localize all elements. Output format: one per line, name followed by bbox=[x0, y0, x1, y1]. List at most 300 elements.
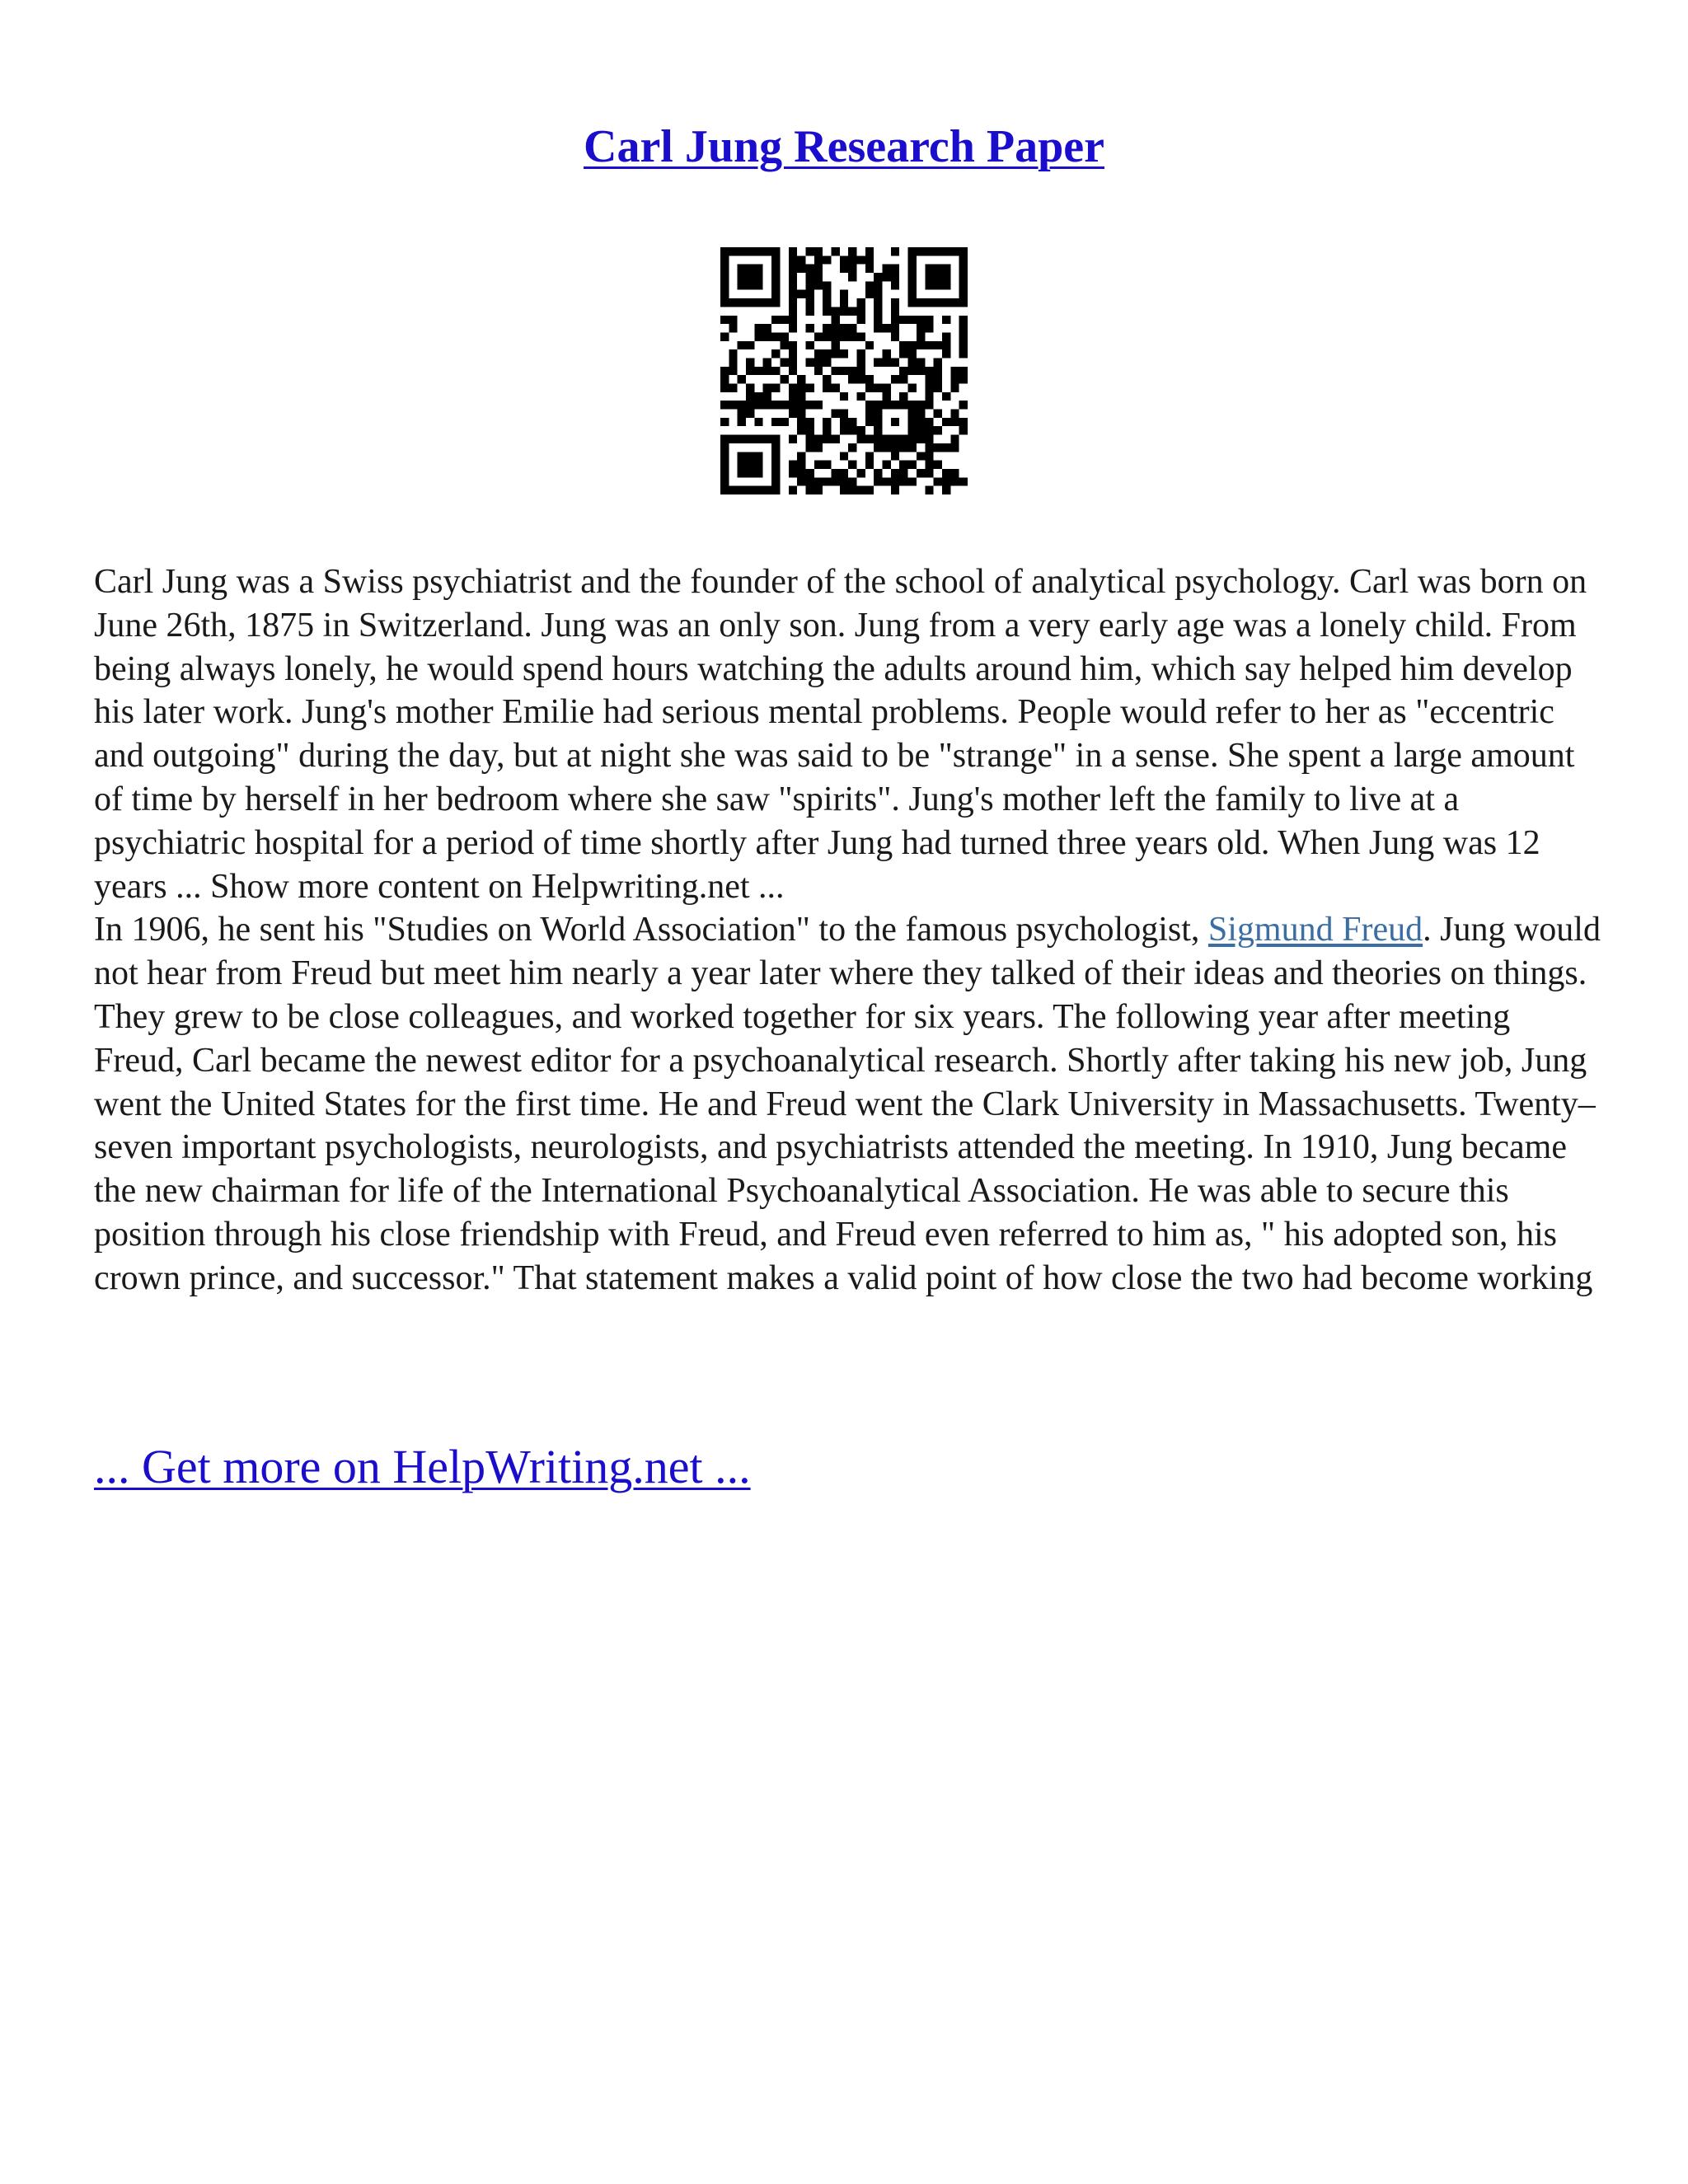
qr-module bbox=[720, 443, 729, 452]
qr-module bbox=[797, 461, 805, 469]
qr-module bbox=[959, 426, 968, 434]
qr-module bbox=[934, 281, 942, 289]
qr-module bbox=[908, 443, 917, 452]
qr-module bbox=[720, 477, 729, 485]
qr-module bbox=[942, 281, 950, 289]
qr-module bbox=[771, 469, 780, 477]
qr-module bbox=[746, 392, 754, 401]
qr-module bbox=[874, 290, 882, 298]
qr-module bbox=[805, 324, 814, 332]
qr-module bbox=[908, 418, 917, 426]
qr-module bbox=[738, 452, 746, 460]
qr-module bbox=[720, 290, 729, 298]
qr-module bbox=[789, 247, 797, 255]
qr-module bbox=[848, 461, 856, 469]
qr-module bbox=[797, 469, 805, 477]
qr-module bbox=[848, 426, 856, 434]
qr-module bbox=[934, 384, 942, 392]
qr-module bbox=[950, 298, 959, 307]
qr-module bbox=[789, 410, 797, 418]
qr-module bbox=[934, 461, 942, 469]
qr-module bbox=[950, 469, 959, 477]
qr-module bbox=[959, 273, 968, 281]
qr-module bbox=[780, 375, 788, 383]
qr-module bbox=[763, 298, 771, 307]
qr-module bbox=[789, 298, 797, 307]
qr-module bbox=[857, 375, 865, 383]
qr-module bbox=[720, 401, 729, 409]
qr-module bbox=[848, 443, 856, 452]
qr-module bbox=[814, 461, 823, 469]
qr-module bbox=[754, 486, 762, 494]
qr-module bbox=[840, 298, 848, 307]
qr-module bbox=[771, 367, 780, 375]
qr-module bbox=[729, 367, 737, 375]
qr-module bbox=[908, 298, 917, 307]
qr-module bbox=[738, 435, 746, 443]
qr-module bbox=[763, 384, 771, 392]
qr-module bbox=[899, 443, 907, 452]
qr-module bbox=[917, 367, 925, 375]
qr-module bbox=[805, 341, 814, 349]
qr-module bbox=[738, 341, 746, 349]
qr-module bbox=[934, 410, 942, 418]
qr-module bbox=[789, 273, 797, 281]
qr-module bbox=[959, 401, 968, 409]
qr-module bbox=[771, 461, 780, 469]
qr-module bbox=[746, 298, 754, 307]
qr-module bbox=[950, 410, 959, 418]
qr-module bbox=[874, 324, 882, 332]
qr-module bbox=[925, 384, 933, 392]
qr-module bbox=[891, 477, 899, 485]
qr-module bbox=[840, 290, 848, 298]
qr-module bbox=[959, 477, 968, 485]
qr-module bbox=[925, 281, 933, 289]
qr-module bbox=[959, 375, 968, 383]
qr-module bbox=[840, 469, 848, 477]
qr-module bbox=[805, 401, 814, 409]
qr-module bbox=[925, 401, 933, 409]
qr-module bbox=[754, 298, 762, 307]
qr-module bbox=[891, 358, 899, 366]
qr-module bbox=[942, 273, 950, 281]
qr-module bbox=[729, 349, 737, 358]
qr-module bbox=[789, 486, 797, 494]
qr-module bbox=[738, 375, 746, 383]
qr-module bbox=[754, 461, 762, 469]
qr-module bbox=[754, 247, 762, 255]
qr-module bbox=[917, 410, 925, 418]
qr-module bbox=[780, 418, 788, 426]
qr-module bbox=[874, 358, 882, 366]
qr-module bbox=[805, 384, 814, 392]
qr-module bbox=[865, 247, 874, 255]
qr-module bbox=[720, 418, 729, 426]
qr-module bbox=[746, 341, 754, 349]
qr-module bbox=[840, 307, 848, 315]
qr-module bbox=[797, 255, 805, 264]
qr-module bbox=[805, 273, 814, 281]
qr-module bbox=[908, 265, 917, 273]
qr-module bbox=[925, 375, 933, 383]
qr-module bbox=[865, 461, 874, 469]
qr-module bbox=[848, 375, 856, 383]
qr-module bbox=[917, 426, 925, 434]
qr-module bbox=[857, 469, 865, 477]
qr-module bbox=[754, 418, 762, 426]
qr-module bbox=[763, 247, 771, 255]
qr-module bbox=[925, 273, 933, 281]
qr-module bbox=[823, 324, 831, 332]
qr-module bbox=[729, 247, 737, 255]
qr-module bbox=[797, 375, 805, 383]
qr-module bbox=[857, 332, 865, 340]
qr-module bbox=[831, 332, 839, 340]
qr-module bbox=[797, 392, 805, 401]
qr-module bbox=[925, 418, 933, 426]
qr-module bbox=[814, 367, 823, 375]
qr-module bbox=[917, 418, 925, 426]
qr-module bbox=[934, 477, 942, 485]
qr-module bbox=[823, 290, 831, 298]
qr-module bbox=[883, 349, 891, 358]
qr-module bbox=[942, 392, 950, 401]
qr-module bbox=[823, 255, 831, 264]
qr-module bbox=[754, 367, 762, 375]
qr-module bbox=[959, 247, 968, 255]
qr-module bbox=[891, 316, 899, 324]
qr-module bbox=[720, 247, 729, 255]
qr-module bbox=[746, 367, 754, 375]
qr-module bbox=[883, 273, 891, 281]
qr-module bbox=[942, 316, 950, 324]
qr-module bbox=[908, 384, 917, 392]
qr-module bbox=[883, 384, 891, 392]
qr-module bbox=[780, 332, 788, 340]
qr-module bbox=[805, 418, 814, 426]
qr-module bbox=[874, 426, 882, 434]
qr-module bbox=[746, 384, 754, 392]
qr-module bbox=[831, 477, 839, 485]
qr-module bbox=[959, 367, 968, 375]
qr-module bbox=[891, 273, 899, 281]
qr-module bbox=[857, 316, 865, 324]
qr-module bbox=[814, 349, 823, 358]
qr-module bbox=[950, 443, 959, 452]
qr-module bbox=[814, 273, 823, 281]
qr-module bbox=[771, 418, 780, 426]
qr-module bbox=[720, 375, 729, 383]
qr-module bbox=[891, 486, 899, 494]
qr-module bbox=[771, 486, 780, 494]
qr-module bbox=[729, 358, 737, 366]
qr-module bbox=[959, 349, 968, 358]
qr-module bbox=[848, 477, 856, 485]
qr-module bbox=[925, 435, 933, 443]
qr-module bbox=[874, 410, 882, 418]
qr-module bbox=[934, 247, 942, 255]
qr-module bbox=[959, 255, 968, 264]
qr-module bbox=[780, 341, 788, 349]
qr-module bbox=[823, 375, 831, 383]
qr-module bbox=[771, 290, 780, 298]
qr-module bbox=[942, 477, 950, 485]
qr-module bbox=[840, 349, 848, 358]
qr-module bbox=[720, 265, 729, 273]
qr-module bbox=[848, 418, 856, 426]
qr-module bbox=[789, 290, 797, 298]
qr-module bbox=[738, 486, 746, 494]
qr-module bbox=[950, 367, 959, 375]
qr-module bbox=[848, 307, 856, 315]
qr-module bbox=[729, 324, 737, 332]
qr-module bbox=[720, 367, 729, 375]
qr-module bbox=[959, 316, 968, 324]
qr-module bbox=[797, 265, 805, 273]
qr-module bbox=[908, 477, 917, 485]
qr-module bbox=[823, 435, 831, 443]
qr-module bbox=[934, 375, 942, 383]
qr-module bbox=[754, 469, 762, 477]
qr-module bbox=[908, 281, 917, 289]
paragraph-1: Carl Jung was a Swiss psychiatrist and the founder of the school of analytical psychology. Carl was born on June 26th, 1875 in Switzerland. Jung was an only son. Jung from a very early age was a lonely child. From being always lonely, he would spend hours watching the adults around him, which say helped him develop his later work. Jung's mother Emilie had serious mental problems. People would refer to her as "eccentric and outgoing" during the day, but at night she was said to be "strange" in a sense. She spent a large amount of time by herself in her bedroom where she saw "spirits". Jung's mother left the family to live at a psychiatric hospital for a period of time shortly after Jung had turned three years old. When Jung was 12 years ... Show more content on Helpwriting.net ... bbox=[94, 563, 1587, 906]
qr-module bbox=[840, 477, 848, 485]
qr-module bbox=[925, 452, 933, 460]
qr-module bbox=[891, 332, 899, 340]
qr-module bbox=[805, 281, 814, 289]
qr-module bbox=[797, 426, 805, 434]
qr-module bbox=[908, 273, 917, 281]
qr-module bbox=[874, 307, 882, 315]
qr-module bbox=[840, 332, 848, 340]
qr-module bbox=[908, 401, 917, 409]
qr-module bbox=[899, 477, 907, 485]
qr-module bbox=[908, 367, 917, 375]
qr-module bbox=[908, 255, 917, 264]
qr-module bbox=[738, 247, 746, 255]
qr-module bbox=[848, 247, 856, 255]
qr-module bbox=[754, 435, 762, 443]
qr-module bbox=[789, 384, 797, 392]
qr-module bbox=[865, 290, 874, 298]
qr-module bbox=[883, 358, 891, 366]
qr-module bbox=[831, 316, 839, 324]
qr-module bbox=[840, 265, 848, 273]
qr-module bbox=[917, 452, 925, 460]
qr-module bbox=[720, 255, 729, 264]
qr-module bbox=[729, 384, 737, 392]
qr-module bbox=[959, 265, 968, 273]
qr-module bbox=[738, 461, 746, 469]
qr-module bbox=[789, 349, 797, 358]
qr-module bbox=[771, 452, 780, 460]
qr-module bbox=[746, 461, 754, 469]
qr-module bbox=[840, 410, 848, 418]
qr-module bbox=[814, 332, 823, 340]
qr-module bbox=[917, 435, 925, 443]
qr-module bbox=[738, 281, 746, 289]
get-more-link[interactable]: ... Get more on HelpWriting.net ... bbox=[94, 1440, 751, 1493]
qr-module bbox=[925, 486, 933, 494]
qr-module bbox=[908, 290, 917, 298]
qr-module bbox=[959, 341, 968, 349]
qr-module bbox=[883, 324, 891, 332]
qr-module bbox=[763, 392, 771, 401]
qr-module bbox=[831, 341, 839, 349]
qr-module bbox=[729, 316, 737, 324]
qr-module bbox=[942, 265, 950, 273]
qr-module bbox=[831, 384, 839, 392]
qr-module bbox=[771, 477, 780, 485]
qr-module bbox=[908, 341, 917, 349]
qr-module bbox=[754, 273, 762, 281]
qr-module bbox=[805, 247, 814, 255]
qr-module bbox=[771, 443, 780, 452]
qr-module bbox=[763, 401, 771, 409]
qr-module bbox=[831, 410, 839, 418]
qr-module bbox=[823, 384, 831, 392]
qr-module bbox=[925, 367, 933, 375]
qr-module bbox=[789, 324, 797, 332]
qr-module bbox=[805, 298, 814, 307]
qr-module bbox=[814, 281, 823, 289]
qr-module bbox=[917, 401, 925, 409]
qr-module bbox=[908, 247, 917, 255]
qr-module bbox=[925, 265, 933, 273]
qr-module bbox=[891, 265, 899, 273]
qr-module bbox=[738, 401, 746, 409]
qr-module bbox=[874, 316, 882, 324]
paragraph-2-text-a: In 1906, he sent his "Studies on World Association" to the famous psychologist, bbox=[94, 911, 1208, 949]
qr-module bbox=[908, 349, 917, 358]
qr-module bbox=[720, 469, 729, 477]
qr-module bbox=[814, 401, 823, 409]
qr-module bbox=[754, 324, 762, 332]
qr-module bbox=[831, 435, 839, 443]
qr-module bbox=[720, 486, 729, 494]
qr-module bbox=[763, 358, 771, 366]
qr-module bbox=[771, 384, 780, 392]
qr-module bbox=[805, 469, 814, 477]
qr-module bbox=[857, 426, 865, 434]
qr-module bbox=[771, 247, 780, 255]
qr-module bbox=[823, 349, 831, 358]
qr-module bbox=[720, 452, 729, 460]
qr-module bbox=[891, 401, 899, 409]
qr-module bbox=[883, 392, 891, 401]
qr-module bbox=[831, 247, 839, 255]
qr-module bbox=[899, 435, 907, 443]
qr-module bbox=[771, 273, 780, 281]
qr-module bbox=[848, 265, 856, 273]
qr-module bbox=[917, 247, 925, 255]
qr-module bbox=[814, 255, 823, 264]
qr-module bbox=[908, 410, 917, 418]
qr-module bbox=[848, 273, 856, 281]
qr-module bbox=[738, 418, 746, 426]
qr-module bbox=[950, 375, 959, 383]
qr-module bbox=[771, 401, 780, 409]
qr-module bbox=[942, 469, 950, 477]
sigmund-freud-link[interactable]: Sigmund Freud bbox=[1207, 911, 1423, 949]
qr-module bbox=[738, 410, 746, 418]
qr-module bbox=[891, 307, 899, 315]
qr-module bbox=[857, 307, 865, 315]
qr-module bbox=[865, 265, 874, 273]
qr-module bbox=[917, 469, 925, 477]
qr-module bbox=[797, 384, 805, 392]
qr-module bbox=[814, 486, 823, 494]
qr-module bbox=[865, 435, 874, 443]
qr-module bbox=[925, 298, 933, 307]
qr-module bbox=[738, 265, 746, 273]
qr-module bbox=[942, 418, 950, 426]
qr-module bbox=[840, 418, 848, 426]
qr-module bbox=[805, 435, 814, 443]
qr-module bbox=[942, 349, 950, 358]
qr-module bbox=[771, 435, 780, 443]
qr-module bbox=[729, 298, 737, 307]
qr-module bbox=[746, 273, 754, 281]
qr-module bbox=[883, 401, 891, 409]
qr-module bbox=[865, 255, 874, 264]
qr-module bbox=[797, 477, 805, 485]
qr-module bbox=[831, 367, 839, 375]
qr-module bbox=[823, 332, 831, 340]
qr-module bbox=[925, 461, 933, 469]
qr-module bbox=[729, 401, 737, 409]
qr-module bbox=[908, 358, 917, 366]
qr-module bbox=[865, 410, 874, 418]
qr-module bbox=[899, 401, 907, 409]
qr-module bbox=[720, 435, 729, 443]
qr-module bbox=[874, 298, 882, 307]
qr-module bbox=[874, 477, 882, 485]
qr-module bbox=[823, 418, 831, 426]
article-body bbox=[94, 560, 1602, 1301]
qr-module bbox=[934, 341, 942, 349]
qr-module bbox=[925, 247, 933, 255]
qr-module bbox=[746, 486, 754, 494]
qr-module bbox=[942, 298, 950, 307]
qr-module bbox=[763, 486, 771, 494]
qr-module bbox=[720, 461, 729, 469]
qr-module bbox=[831, 349, 839, 358]
qr-module bbox=[848, 324, 856, 332]
qr-module bbox=[857, 358, 865, 366]
qr-module bbox=[874, 384, 882, 392]
qr-module bbox=[771, 265, 780, 273]
qr-module bbox=[942, 443, 950, 452]
qr-module bbox=[720, 384, 729, 392]
qr-module bbox=[848, 332, 856, 340]
qr-module bbox=[891, 452, 899, 460]
qr-module bbox=[754, 265, 762, 273]
qr-module bbox=[805, 477, 814, 485]
qr-module bbox=[746, 281, 754, 289]
qr-module bbox=[823, 358, 831, 366]
qr-code-icon bbox=[720, 247, 968, 494]
qr-module bbox=[883, 435, 891, 443]
title-link[interactable]: Carl Jung Research Paper bbox=[584, 121, 1104, 172]
qr-module bbox=[917, 324, 925, 332]
qr-module bbox=[746, 410, 754, 418]
qr-module bbox=[789, 281, 797, 289]
qr-module bbox=[771, 298, 780, 307]
qr-module bbox=[797, 452, 805, 460]
qr-module bbox=[891, 298, 899, 307]
